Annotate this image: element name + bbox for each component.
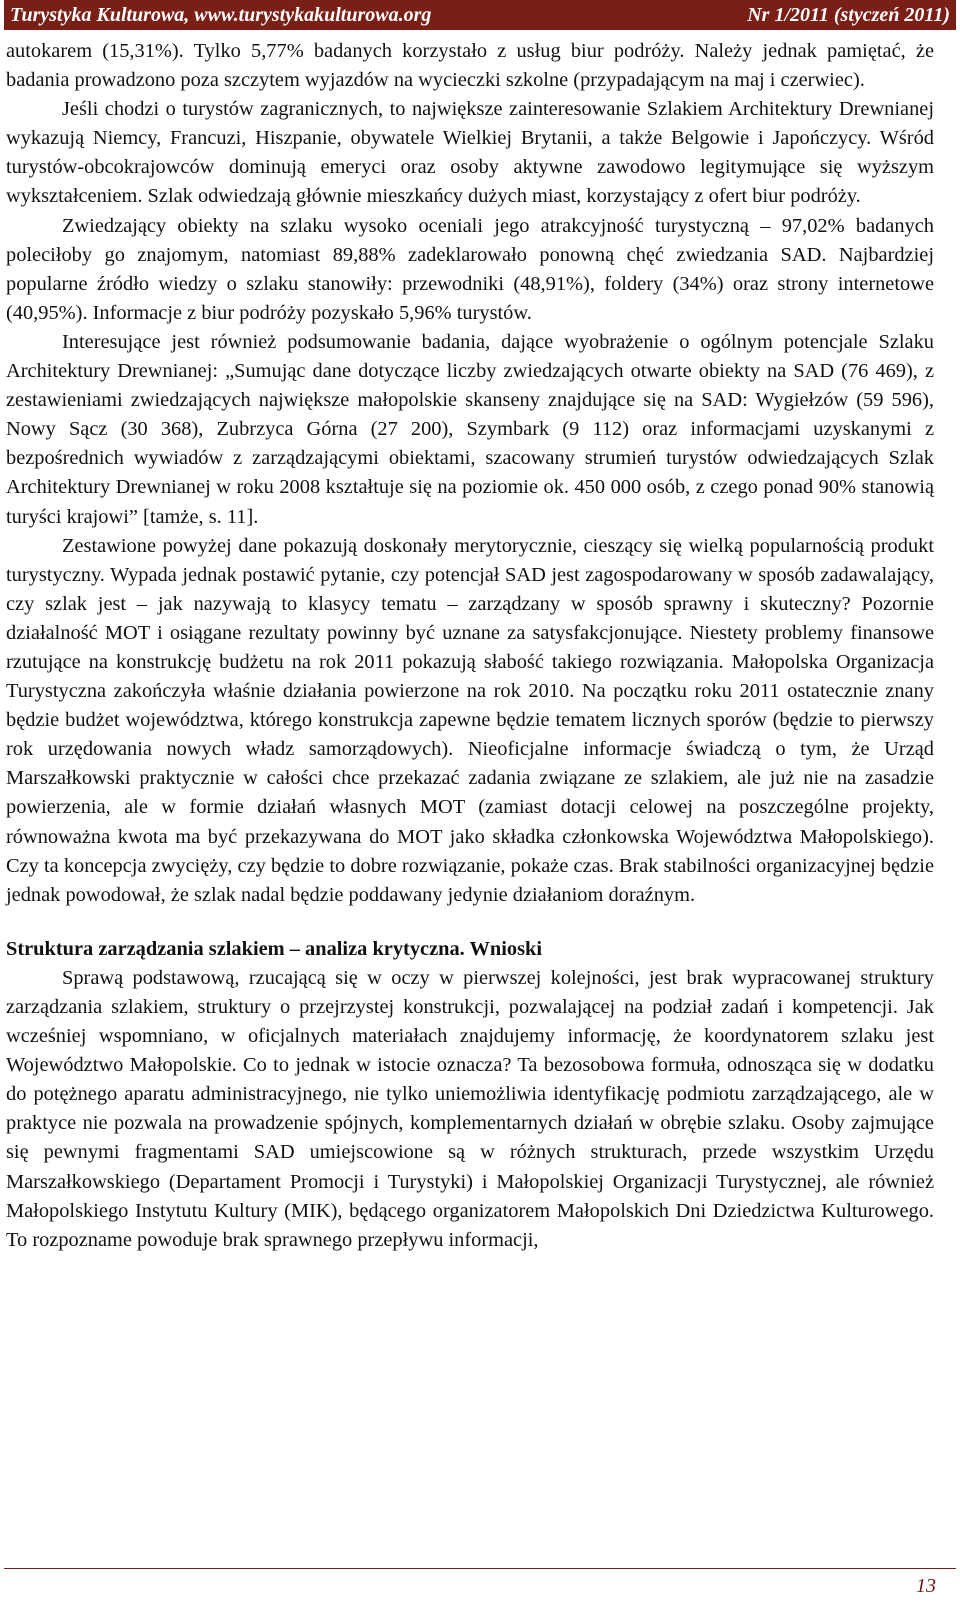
issue-number: Nr 1/2011 (styczeń 2011)	[747, 4, 950, 26]
journal-title: Turystyka Kulturowa, www.turystykakulturowa.org	[10, 4, 432, 26]
page-number: 13	[916, 1575, 936, 1597]
section-heading: Struktura zarządzania szlakiem – analiza krytyczna. Wnioski	[6, 937, 543, 960]
paragraph-continuation: autokarem (15,31%). Tylko 5,77% badanych korzystało z usług biur podróży. Należy jednak pamiętać, że badania prowadzono poza szczytem wyjazdów na wycieczki szkolne (przypadającym na maj i czerwiec).	[6, 40, 934, 92]
paragraph-assessment: Zestawione powyżej dane pokazują doskonały merytorycznie, cieszący się wielką popularnością produkt turystyczny. Wypada jednak postawić pytanie, czy potencjał SAD jest zagospodarowany w sposób zadawalający, czy szlak jest – jak nazywają to klasycy tematu – zarządzany w sposób sprawny i skuteczny? Pozornie działalność MOT i osiągane rezultaty powinny być uznane za satysfakcjonujące. Niestety problemy finansowe rzutujące na konstrukcję budżetu na rok 2011 pokazują słabość takiego rozwiązania. Małopolska Organizacja Turystyczna zakończyła właśnie działania powierzone na rok 2010. Na początku roku 2011 ostatecznie znany będzie budżet województwa, którego konstrukcja zapewne będzie tematem licznych sporów (będzie to pierwszy rok urzędowania nowych władz samorządowych). Nieoficjalne informacje świadczą o tym, że Urząd Marszałkowski praktycznie w całości chce przekazać zadania związane ze szlakiem, ale już nie na zasadzie powierzenia, ale w formie działań własnych MOT (zamiast dotacji celowej na poszczególne projekty, równoważna kwota ma być przekazywana do MOT jako składka członkowska Województwa Małopolskiego). Czy ta koncepcja zwycięży, czy będzie to dobre rozwiązanie, pokaże czas. Brak stabilności organizacyjnej będzie jednak powodował, że szlak nadal będzie poddawany jedynie działaniom doraźnym.	[6, 534, 934, 906]
paragraph-summary-quote: Interesujące jest również podsumowanie badania, dające wyobrażenie o ogólnym potencjale Szlaku Architektury Drewnianej: „Sumując dane dotyczące liczby zwiedzających otwarte obiekty na SAD (76 469), z zestawieniami zwiedzających największe małopolskie skanseny znajdujące się na SAD: Wygiełzów (59 596), Nowy Sącz (30 368), Zubrzyca Górna (27 200), Szymbark (9 112) oraz informacjami uzyskanymi z bezpośrednich wywiadów z zarządzającymi obiektami, szacowany strumień turystów odwiedzających Szlak Architektury Drewnianej w roku 2008 kształtuje się na poziomie ok. 450 000 osób, z czego ponad 90% stanowią turyści krajowi” [tamże, s. 11].	[6, 330, 934, 528]
article-body	[6, 37, 934, 1255]
footer-divider	[4, 1568, 956, 1569]
paragraph-foreign-tourists: Jeśli chodzi o turystów zagranicznych, to największe zainteresowanie Szlakiem Architektury Drewnianej wykazują Niemcy, Francuzi, Hiszpanie, obywatele Wielkiej Brytanii, a także Belgowie i Japończycy. Wśród turystów-obcokrajowców dominują emeryci oraz osoby aktywne zawodowo legitymujące się wyższym wykształceniem. Szlak odwiedzają głównie mieszkańcy dużych miast, korzystający z ofert biur podróży.	[6, 98, 934, 208]
page-header	[4, 0, 956, 30]
paragraph-ratings: Zwiedzający obiekty na szlaku wysoko oceniali jego atrakcyjność turystyczną – 97,02% badanych poleciłoby go znajomym, natomiast 89,88% zadeklarowało ponowną chęć zwiedzania SAD. Najbardziej popularne źródło wiedzy o szlaku stanowiły: przewodniki (48,91%), foldery (34%) oraz strony internetowe (40,95%). Informacje z biur podróży pozyskało 5,96% turystów.	[6, 214, 934, 324]
paragraph-management-structure: Sprawą podstawową, rzucającą się w oczy w pierwszej kolejności, jest brak wypracowanej struktury zarządzania szlakiem, struktury o przejrzystej konstrukcji, pozwalającej na podział zadań i kompetencji. Jak wcześniej wspomniano, w oficjalnych materiałach znajdujemy informację, że koordynatorem szlaku jest Województwo Małopolskie. Co to jednak w istocie oznacza? Ta bezosobowa formuła, odnosząca się w dodatku do potężnego aparatu administracyjnego, nie tylko uniemożliwia identyfikację podmiotu zarządzającego, ale w praktyce nie pozwala na prowadzenie spójnych, komplementarnych działań w obrębie szlaku. Osoby zajmujące się pewnymi fragmentami SAD umiejscowione są w różnych strukturach, przede wszystkim Urzędu Marszałkowskiego (Departament Promocji i Turystyki) i Małopolskiej Organizacji Turystycznej, ale również Małopolskiego Instytutu Kultury (MIK), będącego organizatorem Małopolskich Dni Dziedzictwa Kulturowego. To rozpozname powoduje brak sprawnego przepływu informacji,	[6, 966, 934, 1251]
